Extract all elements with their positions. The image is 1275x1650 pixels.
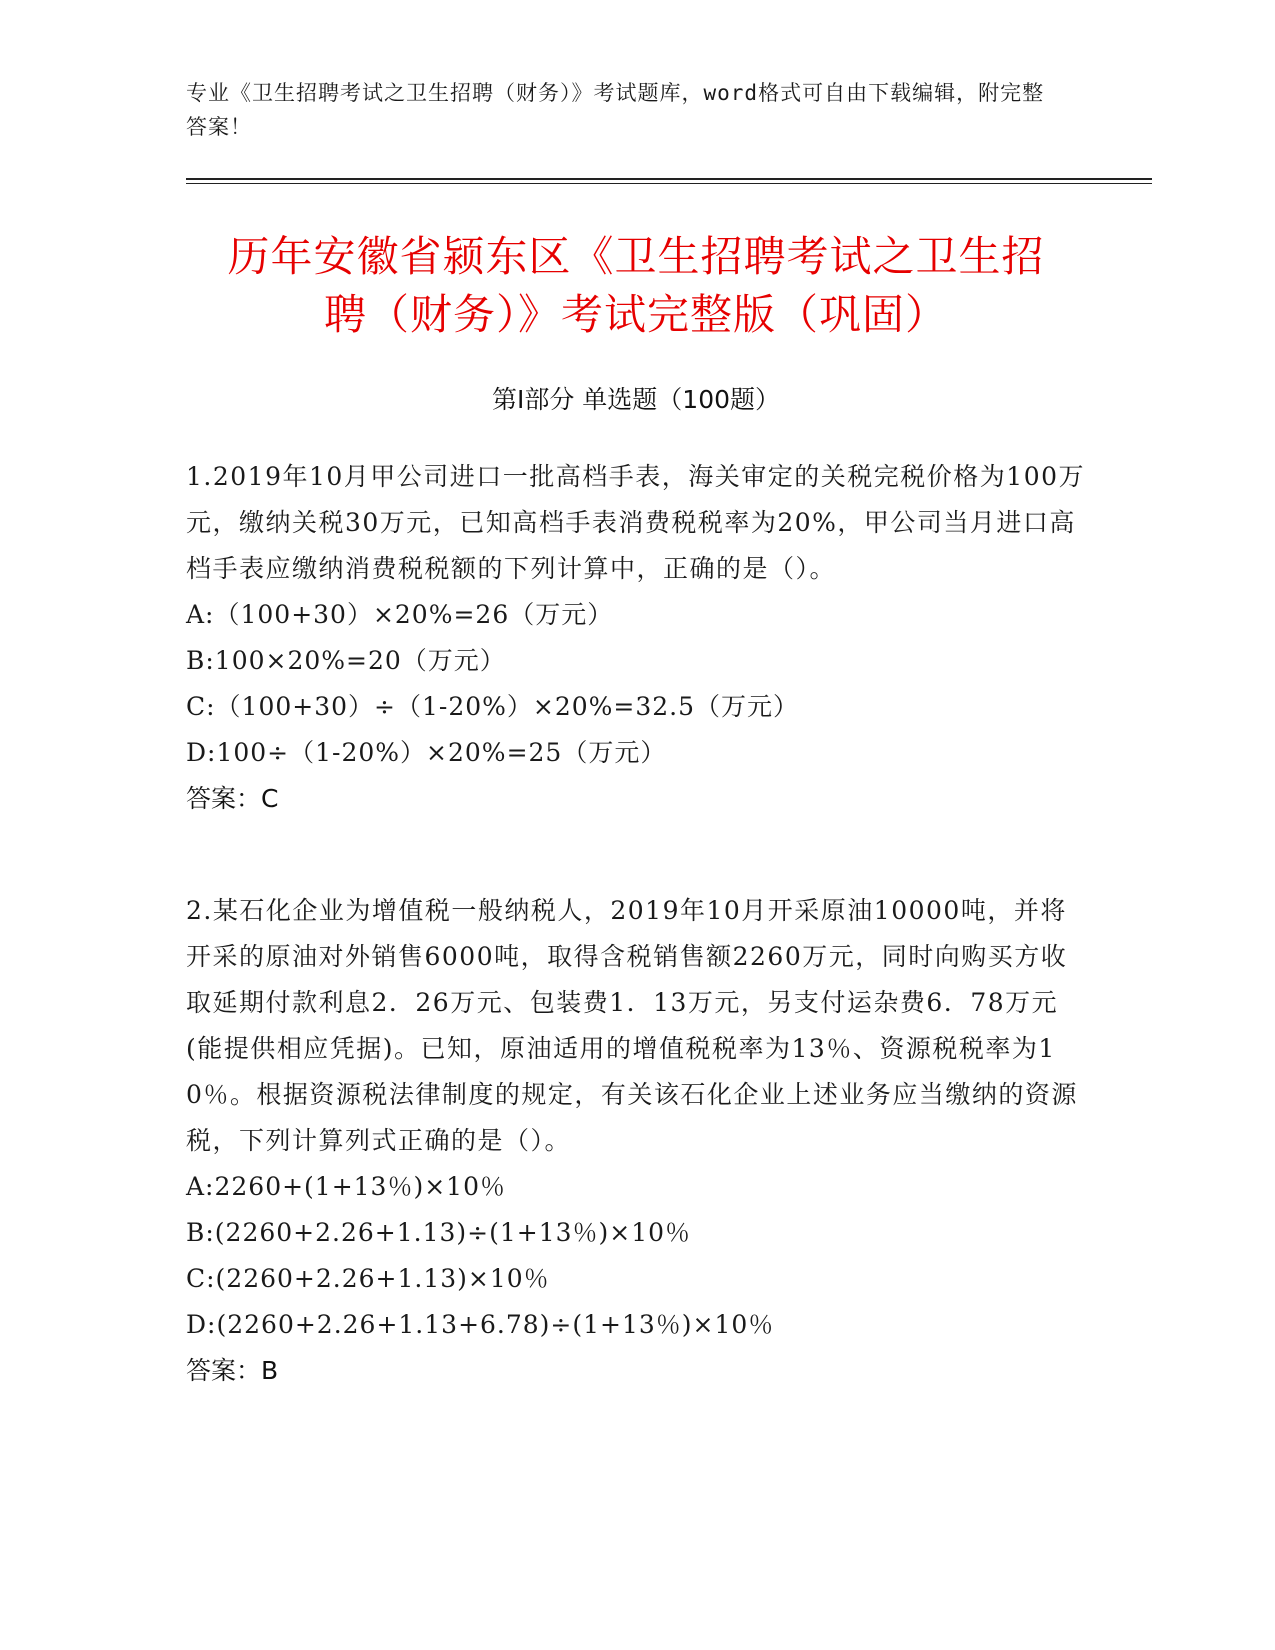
option-b: B:100×20%=20（万元） — [186, 646, 506, 675]
question-1 — [186, 454, 1086, 822]
option-d: D:(2260+2.26+1.13+6.78)÷(1+13％)×10％ — [186, 1310, 775, 1339]
question-2 — [186, 888, 1086, 1394]
document-title — [186, 228, 1086, 344]
question-stem: 2.某石化企业为增值税一般纳税人，2019年10月开采原油10000吨，并将开采的原油对外销售6000吨，取得含税销售额2260万元，同时向购买方收取延期付款利息2．26万元、包装费1．13万元，另支付运杂费6．78万元(能提供相应凭据)。已知，原油适用的增值税税率为13％、资源税税率为10％。根据资源税法律制度的规定，有关该石化企业上述业务应当缴纳的资源税，下列计算列式正确的是（）。 — [186, 896, 1078, 1155]
option-b: B:(2260+2.26+1.13)÷(1+13％)×10％ — [186, 1218, 692, 1247]
option-a: A:（100+30）×20%=26（万元） — [186, 600, 614, 629]
option-a: A:2260+(1+13％)×10％ — [186, 1172, 506, 1201]
option-c: C:（100+30）÷（1-20%）×20%=32.5（万元） — [186, 692, 800, 721]
answer-label: 答案：B — [186, 1356, 279, 1385]
document-title-line-2: 聘（财务）》考试完整版（巩固） — [323, 290, 948, 339]
header-divider-thin — [186, 183, 1152, 184]
question-stem: 1.2019年10月甲公司进口一批高档手表，海关审定的关税完税价格为100万元，缴纳关税30万元，已知高档手表消费税税率为20%，甲公司当月进口高档手表应缴纳消费税税额的下列计算中，正确的是（）。 — [186, 462, 1086, 583]
option-c: C:(2260+2.26+1.13)×10％ — [186, 1264, 550, 1293]
section-heading: 第Ⅰ部分 单选题（100题） — [491, 385, 781, 414]
header-note: 专业《卫生招聘考试之卫生招聘（财务）》考试题库，word格式可自由下载编辑，附完整答案！ — [186, 81, 1045, 139]
answer-label: 答案：C — [186, 784, 279, 813]
document-title-line-1: 历年安徽省颍东区《卫生招聘考试之卫生招 — [227, 232, 1045, 281]
option-d: D:100÷（1-20%）×20%=25（万元） — [186, 738, 667, 767]
header-divider-thick — [186, 178, 1152, 180]
